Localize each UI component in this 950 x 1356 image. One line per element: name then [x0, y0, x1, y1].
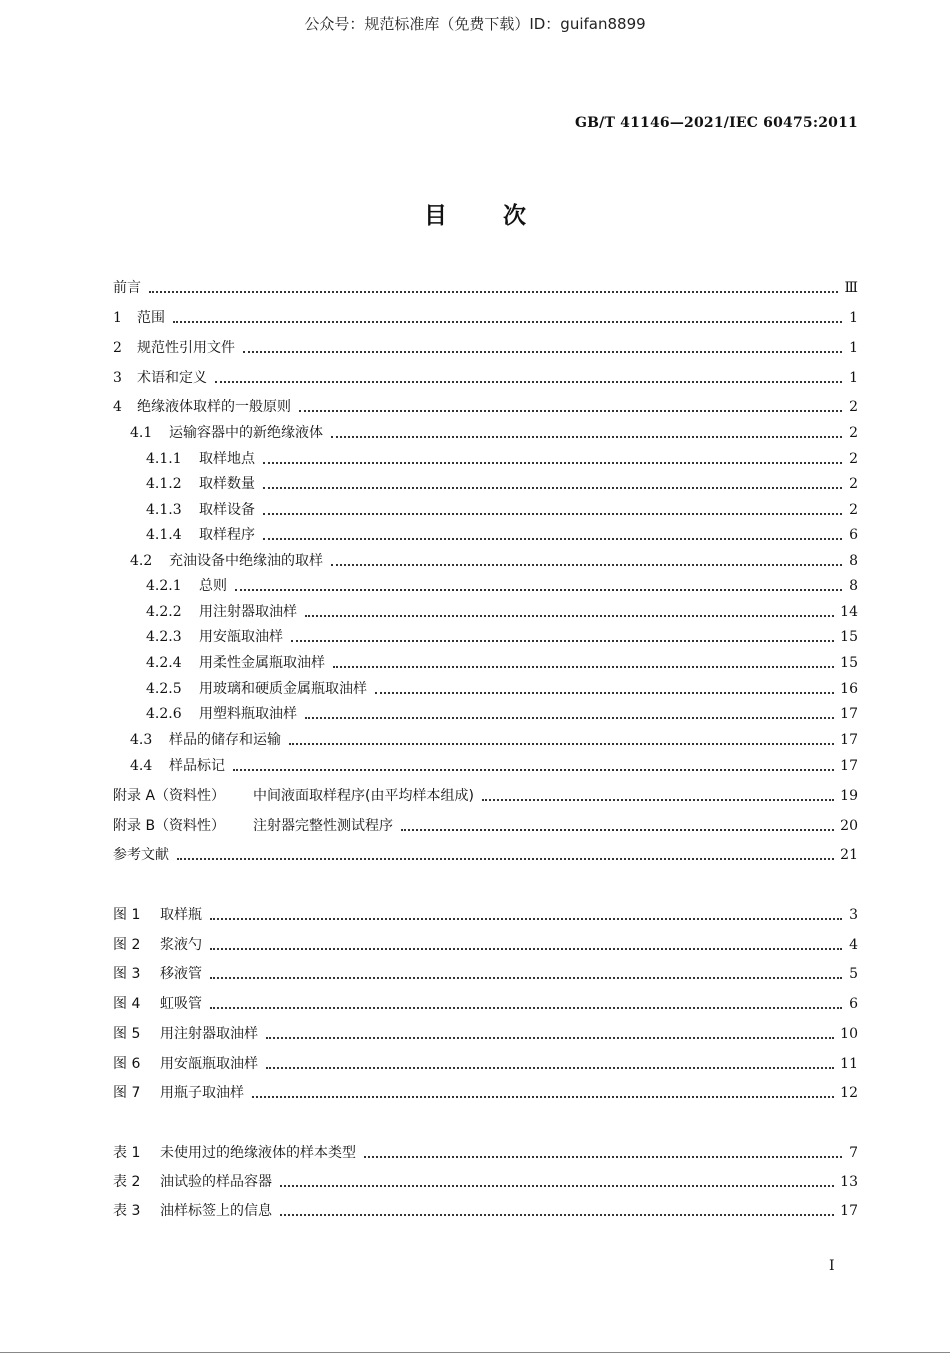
figure-entry[interactable]	[113, 905, 858, 925]
toc-entry-label: 取样设备	[199, 502, 255, 518]
leader-dots	[299, 410, 842, 412]
toc-entry-page: 14	[840, 604, 858, 620]
leader-dots	[482, 799, 834, 801]
toc-entry-page: 8	[849, 553, 858, 569]
figure-entry[interactable]	[113, 1054, 858, 1074]
leader-dots	[266, 1067, 834, 1069]
leader-dots	[331, 564, 842, 566]
watermark-text: 公众号：规范标准库（免费下载）ID：guifan8899	[304, 15, 646, 33]
toc-entry-number: 4.1.2	[146, 476, 182, 492]
leader-dots	[266, 1037, 834, 1039]
toc-entry[interactable]	[130, 730, 858, 750]
table-label: 油试验的样品容器	[160, 1174, 272, 1190]
toc-entry[interactable]	[113, 845, 858, 865]
figure-label: 取样瓶	[160, 907, 202, 923]
toc-entry[interactable]	[130, 756, 858, 776]
toc-entry-label: 用玻璃和硬质金属瓶取油样	[199, 681, 367, 697]
leader-dots	[215, 381, 842, 383]
figure-page: 4	[849, 937, 858, 953]
page-number: I	[829, 1258, 835, 1274]
figure-entry[interactable]	[113, 994, 858, 1014]
toc-entry[interactable]	[130, 551, 858, 571]
leader-dots	[243, 351, 842, 353]
toc-entry[interactable]	[146, 449, 858, 469]
toc-entry-page: 1	[849, 370, 858, 386]
toc-entry-number: 4.2.2	[146, 604, 182, 620]
toc-entry[interactable]	[113, 308, 858, 328]
leader-dots	[233, 769, 834, 771]
leader-dots	[252, 1096, 834, 1098]
toc-entry-label: 样品的储存和运输	[169, 732, 281, 748]
table-number: 表 2	[113, 1174, 141, 1190]
toc-entry-number: 4.1	[130, 425, 153, 441]
toc-entry[interactable]	[146, 627, 858, 647]
toc-entry-label: 范围	[137, 310, 165, 326]
toc-entry[interactable]	[146, 653, 858, 673]
toc-entry-label: 用安瓿取油样	[199, 629, 283, 645]
toc-entry-number: 4.4	[130, 758, 153, 774]
toc-entry-label: 中间液面取样程序(由平均样本组成)	[253, 788, 474, 804]
toc-entry-label: 取样程序	[199, 527, 255, 543]
table-page: 7	[849, 1145, 858, 1161]
toc-entry[interactable]	[146, 500, 858, 520]
figure-page: 5	[849, 966, 858, 982]
leader-dots	[333, 666, 834, 668]
figure-label: 移液管	[160, 966, 202, 982]
toc-entry-page: 1	[849, 310, 858, 326]
figure-entry[interactable]	[113, 964, 858, 984]
toc-entry-page: 17	[840, 706, 858, 722]
table-number: 表 1	[113, 1145, 141, 1161]
toc-entry-page: 2	[849, 399, 858, 415]
leader-dots	[289, 743, 834, 745]
toc-entry-page: 15	[840, 655, 858, 671]
toc-entry[interactable]	[130, 423, 858, 443]
figure-number: 图 7	[113, 1085, 141, 1101]
figure-page: 11	[840, 1056, 858, 1072]
leader-dots	[263, 538, 842, 540]
toc-entry-label: 取样数量	[199, 476, 255, 492]
toc-entry[interactable]	[113, 786, 858, 806]
toc-entry-page: 15	[840, 629, 858, 645]
title-char-2: 次	[503, 203, 526, 229]
leader-dots	[173, 321, 842, 323]
toc-entry-label: 总则	[199, 578, 227, 594]
toc-entry-number: 4.2.3	[146, 629, 182, 645]
toc-entry[interactable]	[146, 525, 858, 545]
table-entry[interactable]	[113, 1143, 858, 1163]
toc-entry-number: 4.2.1	[146, 578, 182, 594]
table-entry[interactable]	[113, 1201, 858, 1221]
table-page: 17	[840, 1203, 858, 1219]
leader-dots	[305, 615, 834, 617]
toc-entry-label: 取样地点	[199, 451, 255, 467]
toc-entry-page: 17	[840, 732, 858, 748]
figure-entry[interactable]	[113, 1024, 858, 1044]
bottom-divider	[0, 1352, 950, 1353]
page-title	[0, 197, 950, 230]
toc-entry-label: 参考文献	[113, 847, 169, 863]
figure-number: 图 2	[113, 937, 141, 953]
toc-entry-number: 4.3	[130, 732, 153, 748]
toc-entry[interactable]	[113, 368, 858, 388]
figure-number: 图 4	[113, 996, 141, 1012]
toc-entry-page: 1	[849, 340, 858, 356]
toc-entry-number: 4.2.6	[146, 706, 182, 722]
toc-entry-number: 附录 A（资料性）	[113, 788, 226, 804]
figure-number: 图 5	[113, 1026, 141, 1042]
figure-number: 图 1	[113, 907, 141, 923]
leader-dots	[210, 918, 842, 920]
toc-entry[interactable]	[113, 816, 858, 836]
table-entry[interactable]	[113, 1172, 858, 1192]
figure-page: 10	[840, 1026, 858, 1042]
toc-entry-page: 17	[840, 758, 858, 774]
toc-entry-page: 21	[840, 847, 858, 863]
toc-entry[interactable]	[113, 338, 858, 358]
leader-dots	[364, 1156, 842, 1158]
leader-dots	[305, 717, 834, 719]
leader-dots	[210, 977, 842, 979]
figure-entry[interactable]	[113, 935, 858, 955]
toc-entry-number: 2	[113, 340, 122, 356]
toc-entry-number: 附录 B（资料性）	[113, 818, 226, 834]
toc-entry-page: 2	[849, 476, 858, 492]
figure-label: 用瓶子取油样	[160, 1085, 244, 1101]
leader-dots	[280, 1185, 834, 1187]
standard-code: GB/T 41146—2021/IEC 60475:2011	[574, 115, 858, 131]
toc-entry-label: 前言	[113, 280, 141, 296]
toc-entry-number: 4	[113, 399, 122, 415]
toc-entry-number: 4.2	[130, 553, 153, 569]
toc-entry-page: 8	[849, 578, 858, 594]
toc-entry[interactable]	[146, 474, 858, 494]
leader-dots	[331, 436, 842, 438]
leader-dots	[210, 948, 842, 950]
leader-dots	[235, 589, 842, 591]
toc-entry-label: 用塑料瓶取油样	[199, 706, 297, 722]
toc-entry-page: 16	[840, 681, 858, 697]
figure-label: 虹吸管	[160, 996, 202, 1012]
figure-label: 用注射器取油样	[160, 1026, 258, 1042]
toc-entry-label: 充油设备中绝缘油的取样	[169, 553, 323, 569]
toc-entry-label: 样品标记	[169, 758, 225, 774]
figure-number: 图 6	[113, 1056, 141, 1072]
toc-entry-number: 4.1.4	[146, 527, 182, 543]
leader-dots	[263, 462, 842, 464]
leader-dots	[375, 692, 834, 694]
toc-entry-page: 20	[840, 818, 858, 834]
toc-entry-label: 用注射器取油样	[199, 604, 297, 620]
toc-entry[interactable]	[113, 278, 858, 298]
toc-entry-label: 绝缘液体取样的一般原则	[137, 399, 291, 415]
toc-entry-label: 术语和定义	[137, 370, 207, 386]
figure-page: 12	[840, 1085, 858, 1101]
toc-entry-label: 用柔性金属瓶取油样	[199, 655, 325, 671]
leader-dots	[280, 1214, 834, 1216]
leader-dots	[177, 858, 834, 860]
toc-entry[interactable]	[146, 576, 858, 596]
toc-entry[interactable]	[146, 602, 858, 622]
title-char-1: 目	[424, 203, 447, 229]
table-label: 油样标签上的信息	[160, 1203, 272, 1219]
toc-entry-page: 2	[849, 451, 858, 467]
toc-entry-number: 4.2.4	[146, 655, 182, 671]
leader-dots	[149, 291, 838, 293]
table-page: 13	[840, 1174, 858, 1190]
figure-entry[interactable]	[113, 1083, 858, 1103]
leader-dots	[401, 829, 834, 831]
toc-entry-label: 运输容器中的新绝缘液体	[169, 425, 323, 441]
toc-entry-number: 1	[113, 310, 122, 326]
toc-entry-page: 2	[849, 502, 858, 518]
figure-label: 浆液勺	[160, 937, 202, 953]
figure-page: 6	[849, 996, 858, 1012]
toc-entry-number: 4.1.3	[146, 502, 182, 518]
toc-entry-label: 规范性引用文件	[137, 340, 235, 356]
leader-dots	[291, 640, 834, 642]
toc-entry-page: 19	[840, 788, 858, 804]
table-label: 未使用过的绝缘液体的样本类型	[160, 1145, 356, 1161]
figure-page: 3	[849, 907, 858, 923]
figure-label: 用安瓿瓶取油样	[160, 1056, 258, 1072]
leader-dots	[263, 487, 842, 489]
toc-entry-number: 4.1.1	[146, 451, 182, 467]
leader-dots	[263, 513, 842, 515]
table-number: 表 3	[113, 1203, 141, 1219]
toc-entry-number: 4.2.5	[146, 681, 182, 697]
toc-entry-page: 6	[849, 527, 858, 543]
toc-entry-page: Ⅲ	[844, 280, 858, 296]
leader-dots	[210, 1007, 842, 1009]
toc-entry-label: 注射器完整性测试程序	[253, 818, 393, 834]
toc-entry-number: 3	[113, 370, 122, 386]
toc-entry[interactable]	[146, 679, 858, 699]
figure-number: 图 3	[113, 966, 141, 982]
toc-entry-page: 2	[849, 425, 858, 441]
toc-entry[interactable]	[146, 704, 858, 724]
toc-entry[interactable]	[113, 397, 858, 417]
